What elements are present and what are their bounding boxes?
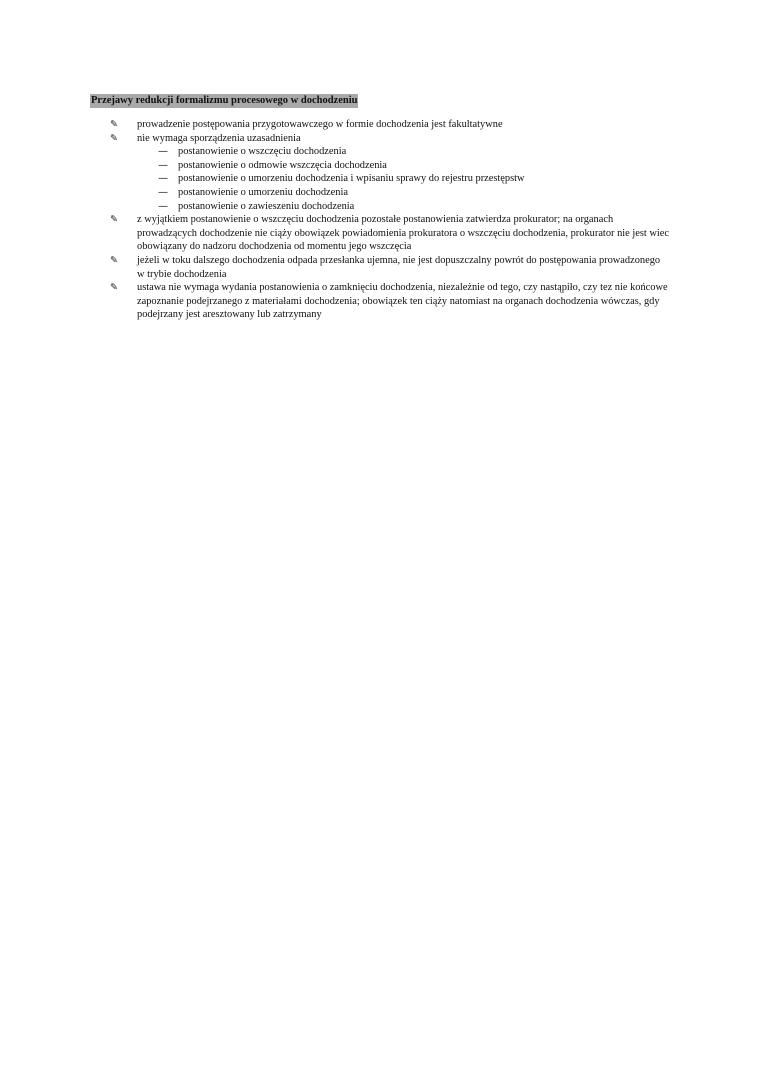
sub-list-item: [133, 159, 670, 173]
list-item: [110, 213, 670, 254]
list-item: [110, 281, 670, 322]
dash-bullet-icon: —: [158, 186, 168, 198]
sub-list-item: [133, 172, 670, 186]
sub-list-item-text: postanowienie o umorzeniu dochodzenia: [178, 186, 348, 198]
heading-container: [90, 90, 358, 108]
list-item: [110, 132, 670, 214]
pencil-bullet-icon: ✎: [110, 254, 118, 266]
document-heading: Przejawy redukcji formalizmu procesowego w dochodzeniu: [91, 95, 358, 106]
pencil-bullet-icon: ✎: [110, 119, 118, 130]
dash-bullet-icon: —: [158, 200, 168, 212]
sub-list-item: [133, 186, 670, 200]
dash-bullet-icon: —: [158, 146, 168, 158]
sub-list-item: [133, 200, 670, 214]
pencil-bullet-icon: ✎: [110, 282, 118, 294]
list-item-text: ustawa nie wymaga wydania postanowienia o zamknięciu dochodzenia, niezależnie od tego, czy nastąpiło, czy tez nie końcowe zapoznanie podejrzanego z materiałami dochodzenia; obowiązek ten ciąży natomiast na organach dochodzenia wówczas, gdy podejrzany jest aresztowany lub zatrzymany: [137, 282, 668, 321]
sub-list-item: [133, 145, 670, 159]
sub-list: [137, 145, 670, 213]
list-item-text: jeżeli w toku dalszego dochodzenia odpada przesłanka ujemna, nie jest dopuszczalny powrót do postępowania prowadzonego w trybie dochodzenia: [137, 254, 661, 280]
list-item-text: z wyjątkiem postanowienie o wszczęciu dochodzenia pozostałe postanowienia zatwierdza prokurator; na organach prowadzących dochodzenie nie ciąży obowiązek powiadomienia prokuratora o wszczęciu dochodzenia, prokurator nie jest wiec obowiązany do nadzoru dochodzenia od momentu jego wszczęcia: [137, 214, 670, 253]
sub-list-item-text: postanowienie o zawieszeniu dochodzenia: [178, 200, 355, 212]
list-item-text: prowadzenie postępowania przygotowawczego w formie dochodzenia jest fakultatywne: [137, 119, 503, 130]
pencil-bullet-icon: ✎: [110, 214, 118, 226]
pencil-bullet-icon: ✎: [110, 132, 118, 144]
list-item: [110, 254, 670, 281]
sub-list-item-text: postanowienie o umorzeniu dochodzenia i wpisaniu sprawy do rejestru przestępstw: [178, 173, 525, 185]
dash-bullet-icon: —: [158, 173, 168, 185]
sub-list-item-text: postanowienie o odmowie wszczęcia dochodzenia: [178, 159, 387, 171]
dash-bullet-icon: —: [158, 159, 168, 171]
bullet-list: [110, 118, 670, 322]
list-item-text: nie wymaga sporządzenia uzasadnienia: [137, 132, 301, 144]
sub-list-item-text: postanowienie o wszczęciu dochodzenia: [178, 146, 347, 158]
list-item: [110, 118, 670, 132]
